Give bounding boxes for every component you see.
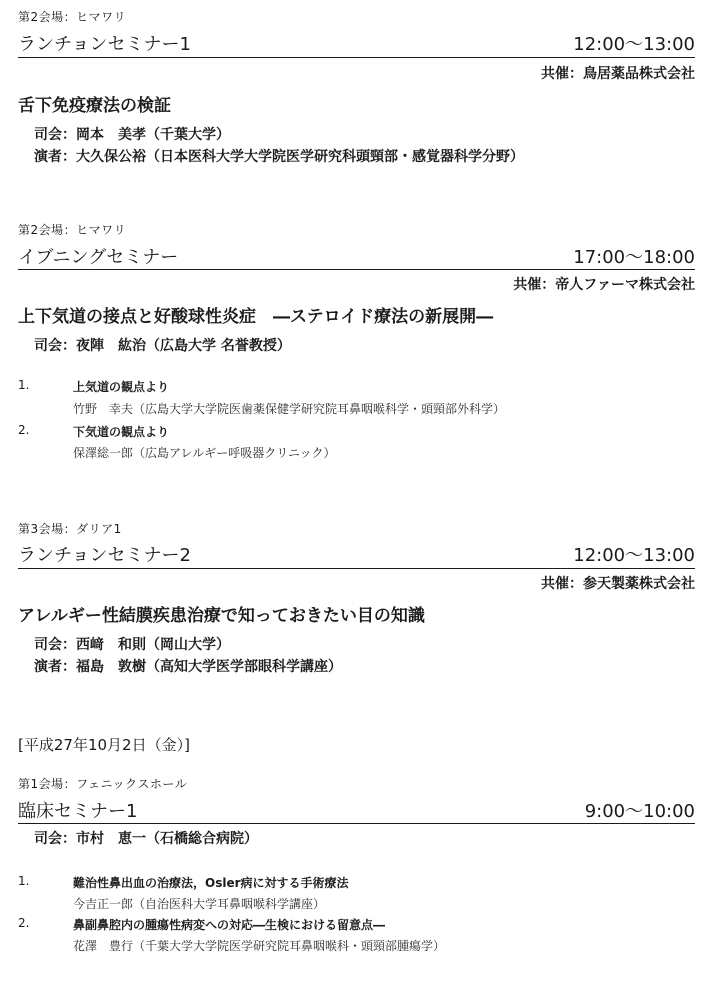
item-title: 鼻副鼻腔内の腫瘍性病変への対応―生検における留意点― [73, 918, 386, 932]
session-title: イブニングセミナー [18, 247, 179, 268]
session-time: 12:00〜13:00 [573, 34, 695, 55]
item-title: 難治性鼻出血の治療法，Osler病に対する手術療法 [73, 876, 349, 890]
lecture-title: アレルギー性結膜疾患治療で知っておきたい目の知識 [18, 606, 425, 626]
chair: 司会：夜陣 紘治（広島大学 名誉教授） [34, 338, 291, 354]
item-number: 2. [18, 423, 30, 437]
chair: 司会：市村 恵一（石橋総合病院） [34, 831, 258, 847]
session-title: ランチョンセミナー1 [18, 34, 191, 55]
session-time: 12:00〜13:00 [573, 545, 695, 566]
venue-label: 第3会場：ダリア1 [18, 522, 122, 536]
speaker: 演者：福島 敦樹（高知大学医学部眼科学講座） [34, 659, 342, 675]
sponsor: 共催：帝人ファーマ株式会社 [513, 277, 695, 293]
session-time: 9:00〜10:00 [584, 801, 695, 822]
item-speaker: 花澤 豊行（千葉大学大学院医学研究院耳鼻咽喉科・頭頸部腫瘍学） [73, 939, 446, 953]
venue-label: 第2会場：ヒマワリ [18, 223, 127, 237]
speaker: 演者：大久保公裕（日本医科大学大学院医学研究科頭頸部・感覚器科学分野） [34, 149, 524, 165]
lecture-title: 上下気道の接点と好酸球性炎症 ―ステロイド療法の新展開― [18, 307, 494, 327]
date-heading: [平成27年10月2日（金）] [18, 736, 190, 754]
venue-label: 第1会場：フェニックスホール [18, 777, 188, 791]
session-time: 17:00〜18:00 [573, 247, 695, 268]
divider [18, 823, 695, 824]
sponsor: 共催：鳥居薬品株式会社 [541, 66, 695, 82]
divider [18, 568, 695, 569]
item-speaker: 保澤総一郎（広島アレルギー呼吸器クリニック） [73, 446, 336, 460]
session-title: 臨床セミナー1 [18, 801, 138, 822]
item-speaker: 竹野 幸夫（広島大学大学院医歯薬保健学研究院耳鼻咽喉科学・頭頸部外科学） [73, 402, 506, 416]
item-number: 2. [18, 916, 30, 930]
venue-label: 第2会場：ヒマワリ [18, 10, 127, 24]
chair: 司会：岡本 美孝（千葉大学） [34, 127, 230, 143]
sponsor: 共催：参天製薬株式会社 [541, 576, 695, 592]
session-title: ランチョンセミナー2 [18, 545, 191, 566]
divider [18, 57, 695, 58]
lecture-title: 舌下免疫療法の検証 [18, 96, 171, 116]
item-title: 上気道の観点より [73, 380, 170, 394]
divider [18, 269, 695, 270]
item-number: 1. [18, 874, 30, 888]
item-title: 下気道の観点より [73, 425, 170, 439]
item-speaker: 今吉正一郎（自治医科大学耳鼻咽喉科学講座） [73, 897, 326, 911]
chair: 司会：西﨑 和則（岡山大学） [34, 637, 230, 653]
item-number: 1. [18, 378, 30, 392]
